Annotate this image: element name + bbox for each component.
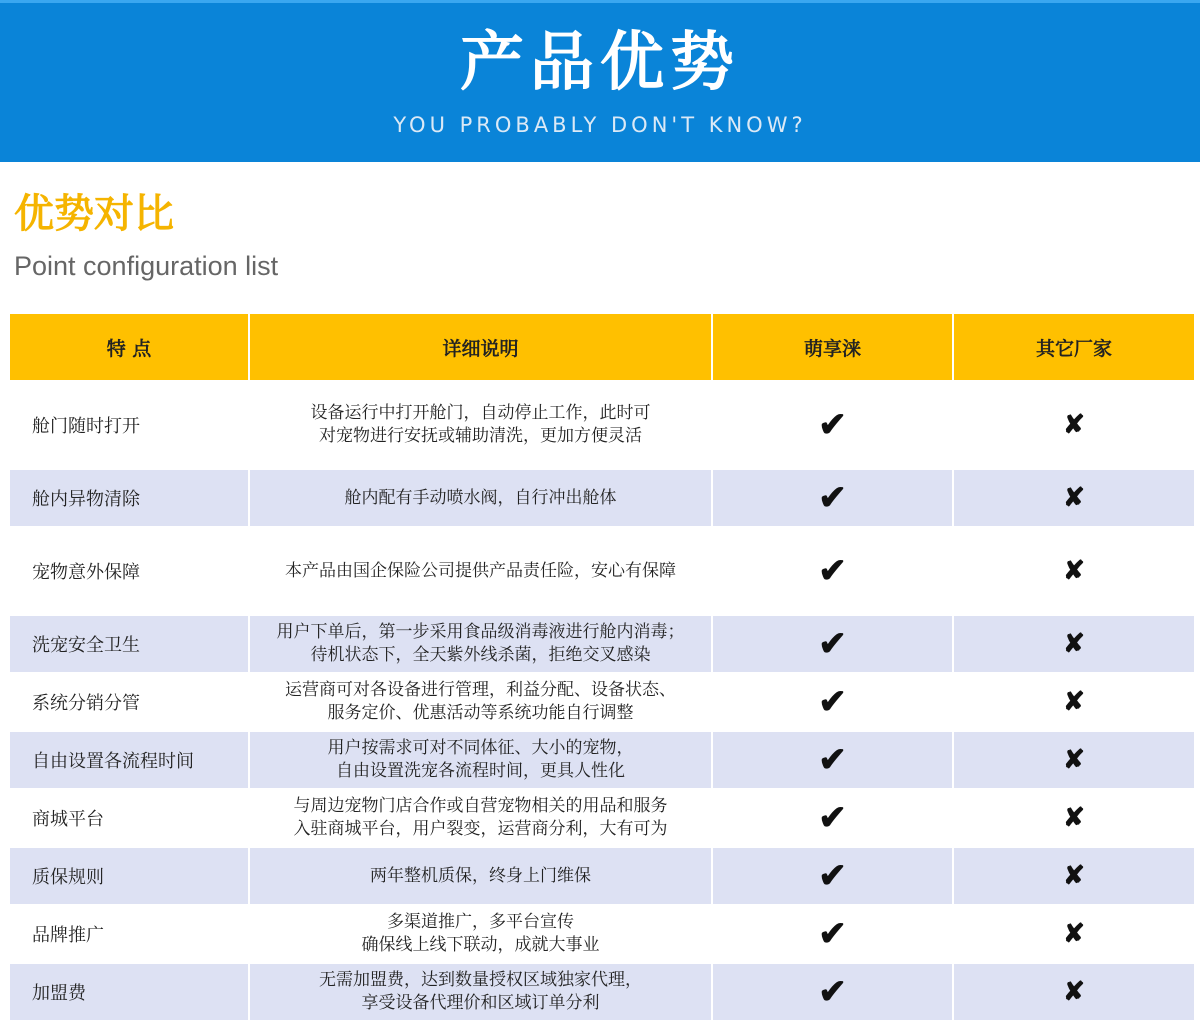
description-line: 对宠物进行安抚或辅助清洗，更加方便灵活 xyxy=(319,426,642,446)
description-line: 设备运行中打开舱门，自动停止工作，此时可 xyxy=(310,403,651,423)
description-line: 入驻商城平台，用户裂变，运营商分利，大有可为 xyxy=(293,819,668,839)
feature-cell: 商城平台 xyxy=(10,790,248,846)
description-line: 待机状态下，全天紫外线杀菌，拒绝交叉感染 xyxy=(310,645,651,665)
feature-cell: 舱门随时打开 xyxy=(10,382,248,468)
description-cell xyxy=(250,616,711,672)
banner-subtitle: YOU PROBABLY DON'T KNOW? xyxy=(393,113,807,137)
description-line: 自由设置洗宠各流程时间，更具人性化 xyxy=(336,761,625,781)
others-cell xyxy=(954,906,1194,962)
ours-cell xyxy=(713,964,952,1020)
cross-icon: ✘ xyxy=(1063,977,1085,1007)
ours-cell xyxy=(713,470,952,526)
check-icon: ✔ xyxy=(818,972,847,1012)
banner-title: 产品优势 xyxy=(460,26,740,100)
table-row xyxy=(10,674,1194,730)
check-icon: ✔ xyxy=(818,405,847,445)
description-cell xyxy=(250,470,711,526)
feature-cell: 洗宠安全卫生 xyxy=(10,616,248,672)
cross-icon: ✘ xyxy=(1063,687,1085,717)
feature-cell: 品牌推广 xyxy=(10,906,248,962)
feature-cell: 宠物意外保障 xyxy=(10,528,248,614)
cross-icon: ✘ xyxy=(1063,410,1085,440)
ours-cell xyxy=(713,732,952,788)
description-line: 舱内配有手动喷水阀，自行冲出舱体 xyxy=(344,487,617,508)
description-line: 用户下单后，第一步采用食品级消毒液进行舱内消毒； xyxy=(276,622,685,642)
cross-icon: ✘ xyxy=(1063,861,1085,891)
feature-cell: 加盟费 xyxy=(10,964,248,1020)
description-line: 多渠道推广，多平台宣传 xyxy=(387,912,574,932)
table-row xyxy=(10,528,1194,614)
cross-icon: ✘ xyxy=(1063,803,1085,833)
table-row xyxy=(10,964,1194,1020)
header-feature: 特 点 xyxy=(10,314,248,380)
description-cell xyxy=(250,674,711,730)
others-cell xyxy=(954,732,1194,788)
check-icon: ✔ xyxy=(818,551,847,591)
description-cell xyxy=(250,964,711,1020)
check-icon: ✔ xyxy=(818,478,847,518)
table-row xyxy=(10,790,1194,846)
table-row xyxy=(10,906,1194,962)
others-cell xyxy=(954,848,1194,904)
table-row xyxy=(10,848,1194,904)
cross-icon: ✘ xyxy=(1063,919,1085,949)
header-ours: 萌享涞 xyxy=(713,314,952,380)
section-subtitle: Point configuration list xyxy=(14,251,279,281)
table-row xyxy=(10,470,1194,526)
ours-cell xyxy=(713,616,952,672)
description-cell xyxy=(250,906,711,962)
ours-cell xyxy=(713,674,952,730)
table-row xyxy=(10,382,1194,468)
description-cell xyxy=(250,790,711,846)
table-row xyxy=(10,616,1194,672)
check-icon: ✔ xyxy=(818,740,847,780)
check-icon: ✔ xyxy=(818,914,847,954)
others-cell xyxy=(954,790,1194,846)
feature-cell: 系统分销分管 xyxy=(10,674,248,730)
description-line: 无需加盟费，达到数量授权区域独家代理， xyxy=(319,970,642,990)
description-cell xyxy=(250,732,711,788)
header-description: 详细说明 xyxy=(250,314,711,380)
comparison-table xyxy=(8,312,1196,1022)
description-line: 享受设备代理价和区域订单分利 xyxy=(361,993,600,1013)
check-icon: ✔ xyxy=(818,624,847,664)
others-cell xyxy=(954,616,1194,672)
table-header-row xyxy=(10,314,1194,380)
others-cell xyxy=(954,470,1194,526)
description-line: 两年整机质保，终身上门维保 xyxy=(370,865,591,886)
description-line: 与周边宠物门店合作或自营宠物相关的用品和服务 xyxy=(293,796,668,816)
cross-icon: ✘ xyxy=(1063,629,1085,659)
ours-cell xyxy=(713,790,952,846)
feature-cell: 质保规则 xyxy=(10,848,248,904)
description-cell xyxy=(250,848,711,904)
description-line: 运营商可对各设备进行管理，利益分配、设备状态、 xyxy=(285,680,676,700)
ours-cell xyxy=(713,382,952,468)
cross-icon: ✘ xyxy=(1063,745,1085,775)
others-cell xyxy=(954,674,1194,730)
description-line: 本产品由国企保险公司提供产品责任险，安心有保障 xyxy=(285,560,676,581)
section-title: 优势对比 xyxy=(14,191,174,237)
ours-cell xyxy=(713,528,952,614)
ours-cell xyxy=(713,906,952,962)
check-icon: ✔ xyxy=(818,682,847,722)
description-line: 服务定价、优惠活动等系统功能自行调整 xyxy=(327,703,634,723)
description-cell xyxy=(250,528,711,614)
header-others: 其它厂家 xyxy=(954,314,1194,380)
others-cell xyxy=(954,964,1194,1020)
cross-icon: ✘ xyxy=(1063,556,1085,586)
table-row xyxy=(10,732,1194,788)
feature-cell: 舱内异物清除 xyxy=(10,470,248,526)
cross-icon: ✘ xyxy=(1063,483,1085,513)
check-icon: ✔ xyxy=(818,856,847,896)
feature-cell: 自由设置各流程时间 xyxy=(10,732,248,788)
others-cell xyxy=(954,528,1194,614)
description-cell xyxy=(250,382,711,468)
check-icon: ✔ xyxy=(818,798,847,838)
others-cell xyxy=(954,382,1194,468)
ours-cell xyxy=(713,848,952,904)
header-banner xyxy=(0,0,1200,162)
description-line: 用户按需求可对不同体征、大小的宠物， xyxy=(327,738,634,758)
description-line: 确保线上线下联动，成就大事业 xyxy=(361,935,600,955)
